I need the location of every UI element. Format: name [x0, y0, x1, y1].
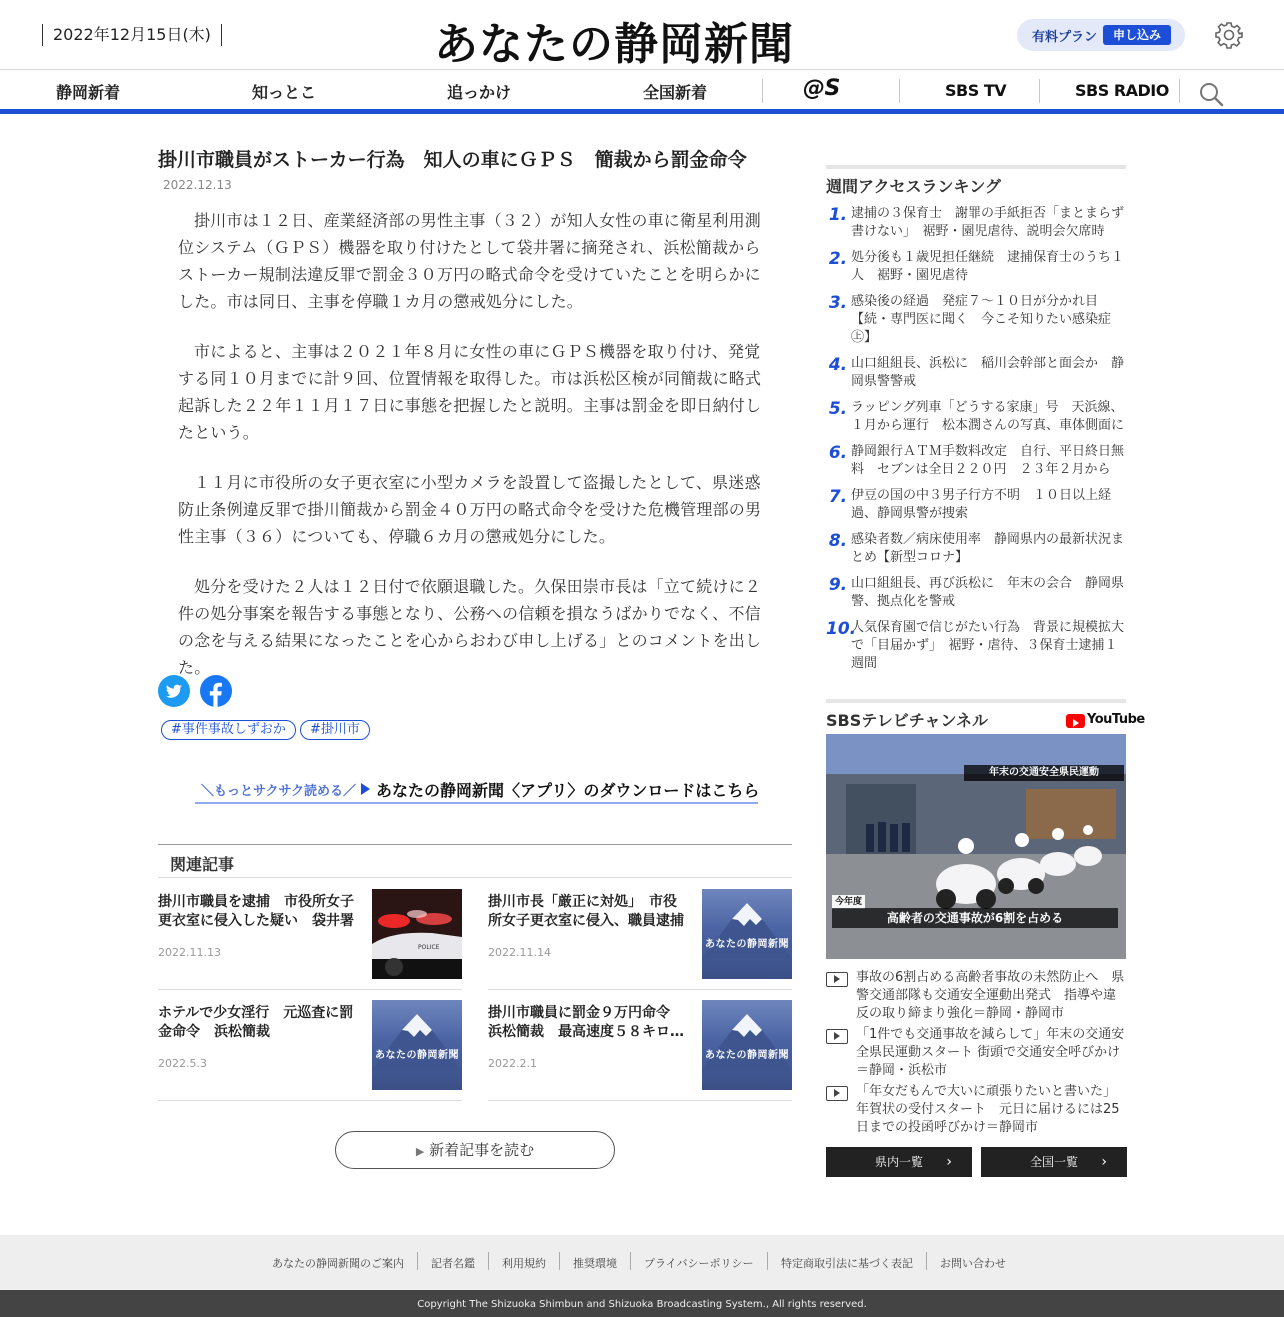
footer-link-terms[interactable]: 利用規約: [502, 1257, 546, 1270]
site-logo[interactable]: あなたの静岡新聞: [434, 19, 794, 70]
national-list-button[interactable]: [981, 1147, 1127, 1177]
footer-link-about[interactable]: あなたの静岡新聞のご案内: [272, 1257, 404, 1270]
mount-fuji-thumbnail: [372, 1000, 462, 1090]
related-article-title: ホテルで少女淫行 元巡査に罰金命令 浜松簡裁: [158, 1005, 354, 1040]
current-date: 2022年12月15日(木): [42, 24, 222, 46]
article-paragraph: １１月に市役所の女子更衣室に小型カメラを設置して盗撮したとして、県迷惑防止条例違反罪で掛川簡裁から罰金４０万円の略式命令を受けた危機管理部の男性主事（３６）についても、停職６カ月の懲戒処分にした。: [178, 473, 762, 546]
local-list-label: 県内一覧: [874, 1155, 923, 1169]
article-body: [178, 207, 772, 704]
related-heading: 関連記事: [170, 855, 235, 874]
rank-number: 2.: [828, 249, 848, 269]
settings-gear-icon[interactable]: [1214, 20, 1244, 50]
rank-headline: 静岡銀行ＡＴＭ手数料改定 自行、平日終日無料 セブンは全日２２０円 ２３年２月から: [851, 444, 1125, 477]
play-triangle-icon: [361, 783, 370, 795]
rank-number: 1.: [828, 205, 848, 225]
thumbnail-brand-text: あなたの静岡新聞: [375, 1050, 459, 1061]
nav-accent-line: [0, 109, 1284, 114]
facebook-f-icon: [200, 675, 232, 707]
read-new-articles-label: 新着記事を読む: [429, 1141, 535, 1159]
youtube-wordmark: YouTube: [1087, 712, 1145, 727]
thumbnail-brand-text: あなたの静岡新聞: [705, 1050, 789, 1061]
main-nav: [0, 71, 1284, 111]
rank-number: 8.: [828, 531, 848, 551]
video-icon: [826, 1029, 848, 1044]
rank-headline: 逮捕の３保育士 謝罪の手紙拒否「まとまらず書けない」 裾野・園児虐待、説明会欠席時: [851, 206, 1125, 239]
youtube-logo[interactable]: [1066, 712, 1145, 730]
app-banner-text: あなたの静岡新聞〈アプリ〉のダウンロードはこちら: [376, 781, 760, 800]
nav-divider: [1179, 79, 1180, 103]
footer-divider: [767, 1252, 768, 1270]
footer-divider: [559, 1252, 560, 1270]
rank-headline: 感染者数／病床使用率 静岡県内の最新状況まとめ【新型コロナ】: [851, 532, 1125, 565]
paid-plan-label: 有料プラン: [1032, 30, 1098, 45]
at-s-logo[interactable]: @S: [803, 76, 840, 101]
facebook-share-button[interactable]: [200, 675, 232, 707]
nav-item-shizuoka-new[interactable]: 静岡新着: [56, 83, 121, 102]
nav-divider: [762, 79, 763, 103]
chevron-right-icon: ›: [1101, 1154, 1107, 1170]
play-triangle-icon: ▶: [415, 1145, 425, 1158]
sbs-radio-logo[interactable]: SBS RADIO: [1075, 81, 1169, 100]
article-title: 掛川市職員がストーカー行為 知人の車にＧＰＳ 簡裁から罰金命令: [158, 149, 747, 171]
article-paragraph: 掛川市は１２日、産業経済部の男性主事（３２）が知人女性の車に衛星利用測位システム（ＧＰＳ）機器を取り付けたとして袋井署に摘発され、浜松簡裁からストーカー規制法違反罪で罰金３０万円の略式命令を受けていたことを明らかにした。市は同日、主事を停職１カ月の懲戒処分にした。: [178, 211, 762, 311]
video-icon: [826, 972, 848, 987]
sbs-channel-title: SBSテレビチャンネル: [826, 711, 988, 730]
video-icon: [826, 1086, 848, 1101]
mount-fuji-thumbnail: [702, 889, 792, 979]
rank-headline: 山口組組長、浜松に 稲川会幹部と面会か 静岡県警警戒: [851, 356, 1125, 389]
rank-headline: 処分後も１歳児担任継続 逮捕保育士のうち１人 裾野・園児虐待: [851, 250, 1125, 283]
copyright-text: Copyright The Shizuoka Shimbun and Shizuoka Broadcasting System., All rights reserved.: [0, 1290, 1284, 1317]
nav-item-okkake[interactable]: 追っかけ: [447, 83, 512, 102]
rank-number: 10.: [826, 619, 857, 639]
rank-number: 9.: [828, 575, 848, 595]
rank-number: 5.: [828, 399, 848, 419]
rank-headline: 人気保育園で信じがたい行為 背景に規模拡大で「目届かず」 裾野・虐待、３保育士逮捕１週間: [851, 620, 1125, 671]
app-download-banner[interactable]: [195, 776, 758, 804]
local-list-button[interactable]: [826, 1147, 972, 1177]
video-caption: 高齢者の交通事故が6割を占める: [832, 908, 1118, 928]
nav-divider: [1039, 79, 1040, 103]
ranking-top-rule: [826, 165, 1126, 169]
article-paragraph: 市によると、主事は２０２１年８月に女性の車にＧＰＳ機器を取り付け、発覚する同１０月までに計９回、位置情報を取得した。市は浜松区検が同簡裁に略式起訴した２２年１１月１７日に事態を把握したと説明。主事は罰金を即日納付したという。: [178, 342, 762, 442]
tag-link[interactable]: #掛川市: [300, 720, 370, 740]
sbs-tv-logo[interactable]: SBS TV: [945, 81, 1007, 100]
related-article[interactable]: [158, 990, 462, 1101]
video-tag: 今年度: [832, 895, 865, 909]
related-article-title: 掛川市長「厳正に対処」 市役所女子更衣室に侵入、職員逮捕: [488, 894, 684, 929]
related-article-date: 2022.5.3: [158, 1057, 207, 1070]
related-articles-header: [158, 844, 792, 878]
app-banner-tagline: ＼もっとサクサク読める／: [201, 784, 356, 799]
related-article-date: 2022.11.13: [158, 946, 221, 959]
sbs-top-rule: [826, 699, 1126, 703]
footer-link-commerce-law[interactable]: 特定商取引法に基づく表記: [781, 1257, 913, 1270]
nav-item-national-new[interactable]: 全国新着: [643, 83, 708, 102]
related-article[interactable]: [488, 990, 792, 1101]
footer-divider: [630, 1252, 631, 1270]
youtube-play-icon: [1066, 714, 1085, 728]
article-date: 2022.12.13: [163, 178, 232, 192]
thumbnail-brand-text: あなたの静岡新聞: [705, 939, 789, 950]
twitter-bird-icon: [158, 675, 190, 707]
footer-divider: [417, 1252, 418, 1270]
rank-number: 3.: [828, 293, 848, 313]
site-header: [0, 0, 1284, 70]
rank-headline: 感染後の経過 発症７～１０日が分かれ目【続・専門医に聞く 今こそ知りたい感染症㊤】: [851, 294, 1112, 345]
rank-number: 4.: [828, 355, 848, 375]
video-title: 事故の6割占める高齢者事故の未然防止へ 県警交通部隊も交通安全運動出発式 指導や違反の取り締まり強化＝静岡・静岡市: [856, 970, 1125, 1021]
rank-number: 6.: [828, 443, 848, 463]
search-icon[interactable]: [1198, 81, 1224, 107]
related-article-date: 2022.2.1: [488, 1057, 537, 1070]
related-article[interactable]: [158, 879, 462, 990]
read-new-articles-button[interactable]: [335, 1131, 615, 1169]
footer-link-reporters[interactable]: 記者名鑑: [431, 1257, 475, 1270]
national-list-label: 全国一覧: [1029, 1155, 1078, 1169]
article-paragraph: 処分を受けた２人は１２日付で依願退職した。久保田崇市長は「立て続けに２件の処分事案を報告する事態となり、公務への信頼を損なうばかりでなく、不信の念を与える結果になったことを心からおわび申し上げる」とのコメントを出した。: [178, 577, 762, 677]
related-article-title: 掛川市職員に罰金９万円命令 浜松簡裁 最高速度５８キロ…: [488, 1005, 684, 1040]
footer-link-contact[interactable]: お問い合わせ: [940, 1257, 1006, 1270]
police-car-thumbnail: [372, 889, 462, 979]
rank-headline: 山口組組長、再び浜松に 年末の会合 静岡県警、拠点化を警戒: [851, 576, 1125, 609]
video-top-caption: 年末の交通安全県民運動: [964, 765, 1124, 781]
footer-link-privacy[interactable]: プライバシーポリシー: [644, 1257, 754, 1270]
nav-divider: [899, 79, 900, 103]
video-title: 「1件でも交通事故を減らして」年末の交通安全県民運動スタート 街頭で交通安全呼びかけ＝静岡・浜松市: [856, 1027, 1125, 1078]
svg-text:POLICE: POLICE: [418, 944, 440, 951]
related-article-title: 掛川市職員を逮捕 市役所女子更衣室に侵入した疑い 袋井署: [158, 894, 354, 929]
rank-number: 7.: [828, 487, 848, 507]
rank-headline: ラッピング列車「どうする家康」号 天浜線、１月から運行 松本潤さんの写真、車体側面に: [851, 400, 1125, 433]
twitter-share-button[interactable]: [158, 675, 190, 707]
related-article-date: 2022.11.14: [488, 946, 551, 959]
footer-divider: [926, 1252, 927, 1270]
ranking-title: 週間アクセスランキング: [826, 177, 1002, 196]
footer-divider: [488, 1252, 489, 1270]
subscribe-button[interactable]: 申し込み: [1103, 25, 1171, 45]
footer-link-environment[interactable]: 推奨環境: [573, 1257, 617, 1270]
nav-item-shittoko[interactable]: 知っとこ: [252, 83, 317, 102]
mount-fuji-thumbnail: [702, 1000, 792, 1090]
rank-headline: 伊豆の国の中３男子行方不明 １０日以上経過、静岡県警が捜索: [851, 488, 1112, 521]
tag-link[interactable]: #事件事故しずおか: [161, 720, 296, 740]
site-footer: [0, 1235, 1284, 1290]
paid-plan-banner[interactable]: [1017, 19, 1185, 51]
related-article[interactable]: [488, 879, 792, 990]
chevron-right-icon: ›: [946, 1154, 952, 1170]
video-title: 「年女だもんで大いに頑張りたいと書いた」年賀状の受付スタート 元日に届けるには25日までの投函呼びかけ＝静岡市: [856, 1084, 1120, 1135]
